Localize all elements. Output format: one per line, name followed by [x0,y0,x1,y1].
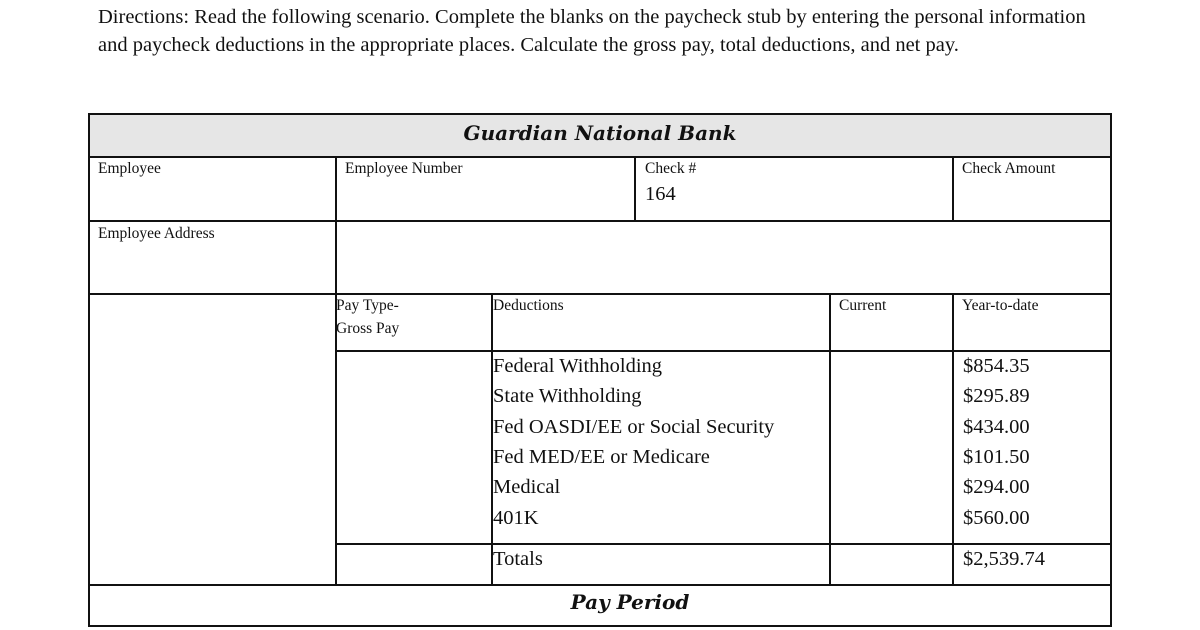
employee-label: Employee [98,160,161,177]
pay-type-label-1: Pay Type- [336,297,399,314]
deduction-ytd: $101.50 [963,446,1030,468]
deduction-ytd: $854.35 [963,355,1030,377]
pay-type-label-2: Gross Pay [336,320,400,337]
deductions-label: Deductions [493,297,564,314]
ytd-label: Year-to-date [962,297,1039,314]
deduction-name: Medical [493,476,561,498]
employee-number-label: Employee Number [345,160,463,177]
paycheck-stub [88,113,1112,627]
totals-ytd: $2,539.74 [963,548,1045,570]
bank-name: Guardian National Bank [463,121,737,145]
check-amount-label: Check Amount [962,160,1056,177]
deduction-ytd: $295.89 [963,385,1030,407]
directions-text: Directions: Read the following scenario. Complete the blanks on the paycheck stub by entering the personal information and paycheck deductions in the appropriate places. Calculate the gross pay, total deductions, and net pay. [98,6,1086,56]
employee-address-label: Employee Address [98,225,215,242]
deduction-name: Federal Withholding [493,355,663,377]
check-number-label: Check # [645,160,697,177]
deduction-ytd: $294.00 [963,476,1030,498]
pay-period-label: Pay Period [570,590,690,614]
deduction-name: Fed MED/EE or Medicare [493,446,710,468]
deduction-name: State Withholding [493,385,642,407]
current-label: Current [839,297,887,314]
deduction-ytd: $560.00 [963,507,1030,529]
deduction-name: Fed OASDI/EE or Social Security [493,416,775,438]
deduction-name: 401K [493,507,539,529]
deduction-ytd: $434.00 [963,416,1030,438]
check-number-value: 164 [645,183,676,205]
totals-label: Totals [493,548,543,570]
